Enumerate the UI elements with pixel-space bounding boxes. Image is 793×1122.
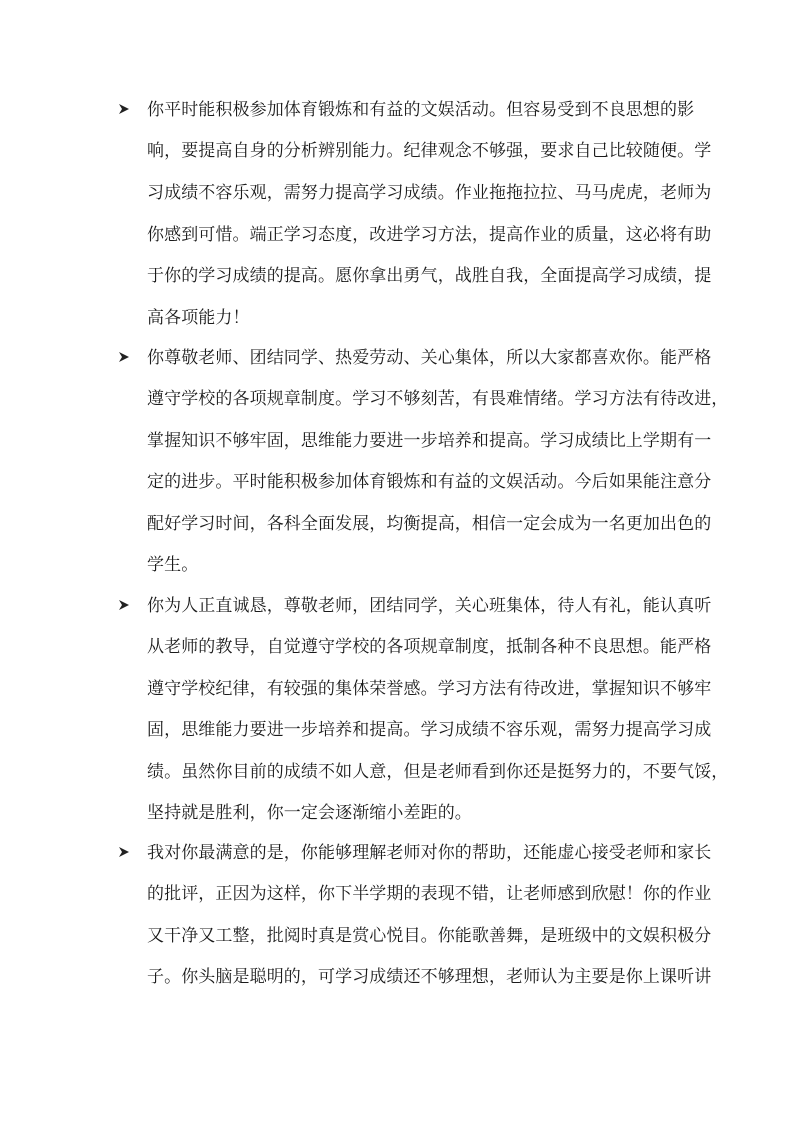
- comment-line: 坚持就是胜利，你一定会逐渐缩小差距的。: [147, 803, 472, 823]
- comment-line: 你尊敬老师、团结同学、热爱劳动、关心集体，所以大家都喜欢你。能严格: [147, 348, 712, 368]
- comment-line: 配好学习时间，各科全面发展，均衡提高，相信一定会成为一名更加出色的: [147, 514, 712, 534]
- comment-line: 固，思维能力要进一步培养和提高。学习成绩不容乐观，需努力提高学习成: [147, 720, 712, 740]
- comment-line: 遵守学校的各项规章制度。学习不够刻苦，有畏难情绪。学习方法有待改进，: [147, 389, 729, 409]
- comment-line: 从老师的教导，自觉遵守学校的各项规章制度，抵制各种不良思想。能严格: [147, 637, 712, 657]
- comment-line: 绩。虽然你目前的成绩不如人意，但是老师看到你还是挺努力的，不要气馁，: [147, 762, 729, 782]
- arrowhead-bullet-icon: [118, 351, 132, 365]
- comment-line: 高各项能力！: [147, 308, 250, 328]
- comment-line: 掌握知识不够牢固，思维能力要进一步培养和提高。学习成绩比上学期有一: [147, 431, 712, 451]
- comment-line: 你感到可惜。端正学习态度，改进学习方法，提高作业的质量，这必将有助: [147, 225, 712, 245]
- comment-line: 你平时能积极参加体育锻炼和有益的文娱活动。但容易受到不良思想的影: [147, 100, 695, 120]
- comment-line: 的批评，正因为这样，你下半学期的表现不错，让老师感到欣慰！你的作业: [147, 884, 712, 904]
- comment-line: 于你的学习成绩的提高。愿你拿出勇气，战胜自我，全面提高学习成绩，提: [147, 266, 712, 286]
- arrowhead-bullet-icon: [118, 846, 132, 860]
- comment-line: 响，要提高自身的分析辨别能力。纪律观念不够强，要求自己比较随便。学: [147, 141, 712, 161]
- comment-line: 遵守学校纪律，有较强的集体荣誉感。学习方法有待改进，掌握知识不够牢: [147, 679, 712, 699]
- comment-line: 学生。: [147, 555, 199, 575]
- comment-line: 我对你最满意的是，你能够理解老师对你的帮助，还能虚心接受老师和家长: [147, 843, 712, 863]
- comment-line: 子。你头脑是聪明的，可学习成绩还不够理想，老师认为主要是你上课听讲: [147, 967, 712, 987]
- comment-line: 又干净又工整，批阅时真是赏心悦目。你能歌善舞，是班级中的文娱积极分: [147, 926, 712, 946]
- comment-line: 定的进步。平时能积极参加体育锻炼和有益的文娱活动。今后如果能注意分: [147, 472, 712, 492]
- comment-line: 你为人正直诚恳，尊敬老师，团结同学，关心班集体，待人有礼，能认真听: [147, 596, 712, 616]
- comment-line: 习成绩不容乐观，需努力提高学习成绩。作业拖拖拉拉、马马虎虎，老师为: [147, 183, 712, 203]
- arrowhead-bullet-icon: [118, 599, 132, 613]
- arrowhead-bullet-icon: [118, 103, 132, 117]
